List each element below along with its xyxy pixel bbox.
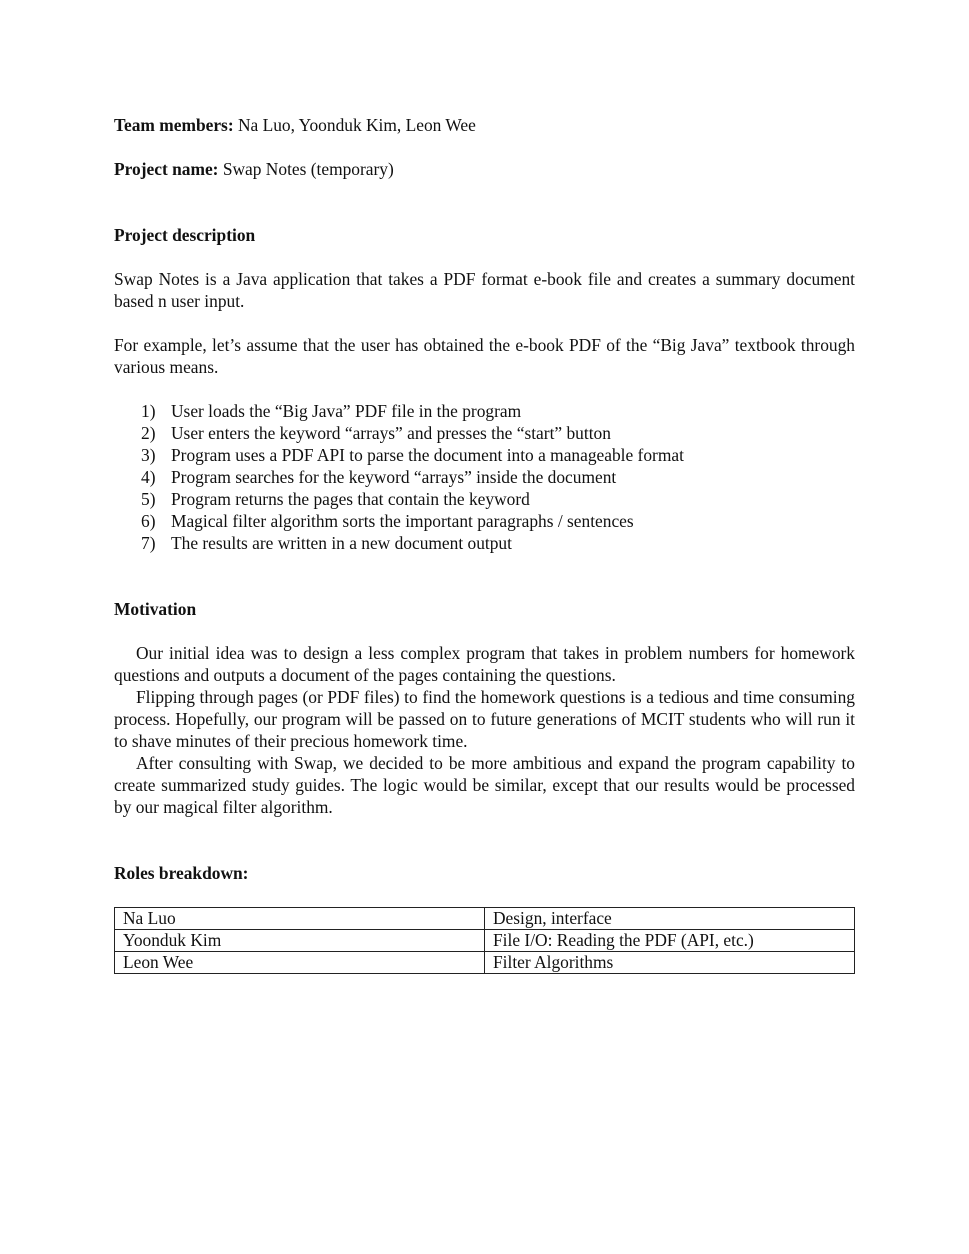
step-number: 5) (141, 489, 156, 509)
step-number: 2) (141, 423, 156, 443)
step-text: User enters the keyword “arrays” and presses the “start” button (171, 423, 611, 443)
step-number: 3) (141, 445, 156, 465)
motivation-heading: Motivation (114, 599, 197, 619)
step-text: Program returns the pages that contain the keyword (171, 489, 530, 509)
list-item (114, 488, 855, 510)
table-row (115, 930, 855, 952)
list-item (114, 444, 855, 466)
project-description-heading: Project description (114, 225, 256, 245)
step-number: 1) (141, 401, 156, 421)
step-text: Program searches for the keyword “arrays” inside the document (171, 467, 617, 487)
member-role-cell: File I/O: Reading the PDF (API, etc.) (485, 930, 855, 952)
table-row (115, 952, 855, 974)
motivation-paragraph-2: Flipping through pages (or PDF files) to find the homework questions is a tedious and time consuming process. Hopefully, our program will be passed on to future generations of MCIT students who will run it to shave minutes of their precious homework time. (114, 687, 855, 751)
description-paragraph-1: Swap Notes is a Java application that takes a PDF format e-book file and creates a summary document based n user input. (114, 269, 855, 311)
step-text: Magical filter algorithm sorts the important paragraphs / sentences (171, 511, 634, 531)
step-text: The results are written in a new document output (171, 533, 512, 553)
step-text: User loads the “Big Java” PDF file in the program (171, 401, 522, 421)
list-item (114, 532, 855, 554)
project-name-label: Project name: (114, 159, 219, 179)
member-name-cell: Leon Wee (115, 952, 485, 974)
list-item (114, 422, 855, 444)
member-role-cell: Filter Algorithms (485, 952, 855, 974)
project-name-line (114, 158, 855, 180)
member-name-cell: Yoonduk Kim (115, 930, 485, 952)
motivation-paragraph-1: Our initial idea was to design a less complex program that takes in problem numbers for homework questions and outputs a document of the pages containing the questions. (114, 643, 855, 685)
roles-heading: Roles breakdown: (114, 863, 249, 883)
list-item (114, 510, 855, 532)
project-name-value: Swap Notes (temporary) (218, 159, 394, 179)
motivation-paragraph-3: After consulting with Swap, we decided to be more ambitious and expand the program capability to create summarized study guides. The logic would be similar, except that our results would be processed by our magical filter algorithm. (114, 753, 855, 817)
team-members-label: Team members: (114, 115, 234, 135)
step-number: 6) (141, 511, 156, 531)
step-number: 4) (141, 467, 156, 487)
document-body (114, 114, 855, 974)
member-role-cell: Design, interface (485, 908, 855, 930)
motivation-body (114, 642, 855, 818)
step-text: Program uses a PDF API to parse the document into a manageable format (171, 445, 684, 465)
member-name-cell: Na Luo (115, 908, 485, 930)
team-members-line (114, 114, 855, 136)
step-number: 7) (141, 533, 156, 553)
description-paragraph-2: For example, let’s assume that the user has obtained the e-book PDF of the “Big Java” textbook through various means. (114, 335, 855, 377)
steps-list (114, 400, 855, 554)
roles-table (114, 907, 855, 974)
list-item (114, 400, 855, 422)
list-item (114, 466, 855, 488)
table-row (115, 908, 855, 930)
team-members-value: Na Luo, Yoonduk Kim, Leon Wee (233, 115, 476, 135)
